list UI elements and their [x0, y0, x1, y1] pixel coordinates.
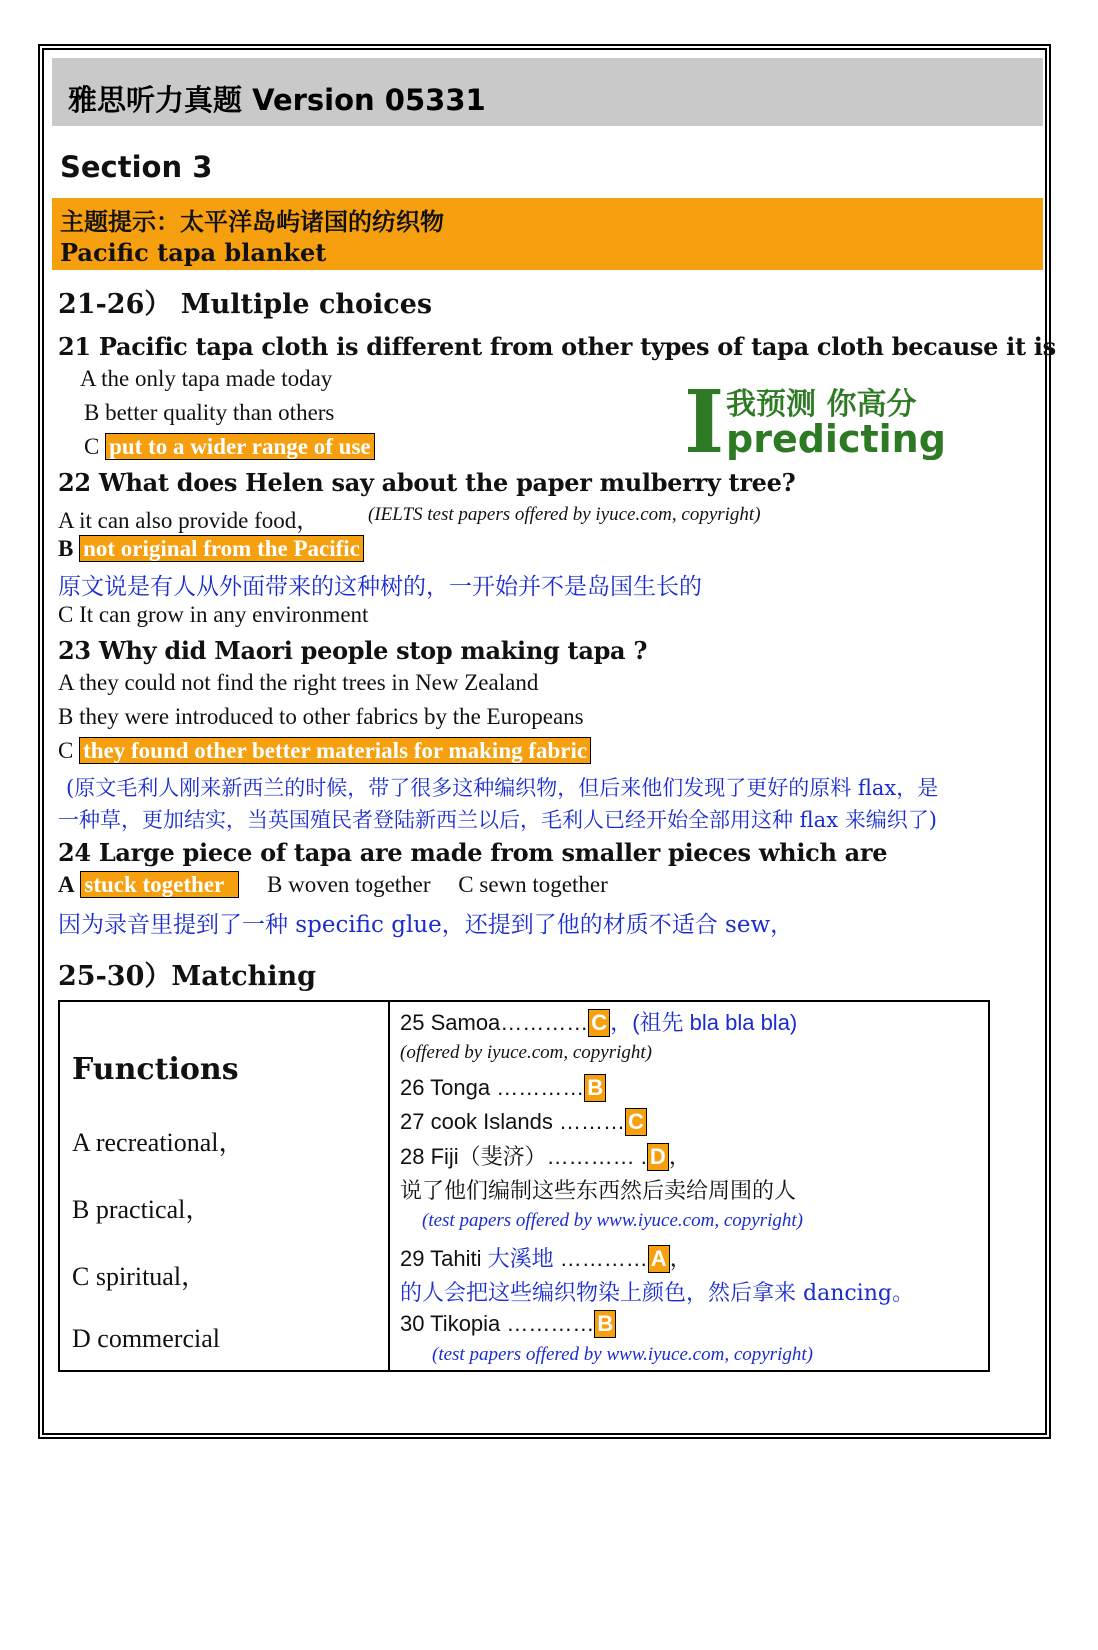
item-26-label: 26 Tonga …………: [400, 1075, 585, 1100]
match-item-29: [400, 1242, 692, 1273]
match-item-30: [400, 1310, 616, 1338]
item-29-comma: ，: [669, 1246, 692, 1271]
q24-options: [58, 872, 608, 898]
q23-option-c: [58, 738, 591, 764]
q21-option-b: B better quality than others: [84, 400, 335, 425]
item-28-explanation: 说了他们编制这些东西然后卖给周围的人: [400, 1179, 797, 1204]
q22-explanation: 原文说是有人从外面带来的这种树的，一开始并不是岛国生长的: [58, 574, 702, 600]
topic-chinese: 主题提示：太平洋岛屿诸国的纺织物: [60, 208, 444, 236]
logo-chinese: 我预测 你高分: [726, 387, 917, 422]
q21-option-c: [84, 434, 375, 460]
q24-answer-highlight: stuck together: [80, 871, 239, 898]
item-28-answer: D: [647, 1143, 669, 1171]
title-bar: [52, 58, 1043, 126]
item-29-dots: …………: [553, 1246, 648, 1271]
item-28-comma: ，: [668, 1144, 691, 1169]
q22-option-b: [58, 536, 364, 562]
item-29-explanation: 的人会把这些编织物染上颜色，然后拿来 dancing。: [400, 1281, 914, 1306]
question-22: 22 What does Helen say about the paper mulberry tree?: [58, 468, 796, 497]
multiple-choice-heading: 21-26） Multiple choices: [58, 289, 433, 320]
item-27-answer: C: [625, 1108, 647, 1136]
copyright-note-2: (offered by iyuce.com, copyright): [400, 1042, 653, 1063]
q23-c-prefix: C: [58, 738, 74, 763]
item-29-place: 大溪地: [487, 1246, 554, 1271]
q22-option-a: A it can also provide food，: [58, 508, 320, 533]
q24-option-c: C sewn together: [458, 872, 608, 897]
question-21: 21 Pacific tapa cloth is different from other types of tapa cloth because it is: [58, 332, 1056, 361]
match-item-26: [400, 1074, 606, 1102]
q24-explanation: 因为录音里提到了一种 specific glue，还提到了他的材质不适合 sew，: [58, 912, 794, 938]
q23-explanation-line1: (原文毛利人刚来新西兰的时候，带了很多这种编织物，但后来他们发现了更好的原料 flax，是: [66, 776, 939, 800]
question-24: 24 Large piece of tapa are made from smaller pieces which are: [58, 838, 888, 867]
item-25-note: ，(祖先 bla bla bla): [610, 1010, 798, 1035]
q21-answer-highlight: put to a wider range of use: [105, 433, 375, 460]
page-title: 雅思听力真题 Version 05331: [68, 83, 486, 117]
matching-heading: 25-30）Matching: [58, 961, 317, 992]
q23-option-b: B they were introduced to other fabrics by the Europeans: [58, 704, 584, 729]
match-item-25: [400, 1006, 797, 1037]
function-c: C spiritual，: [72, 1262, 208, 1291]
match-item-28: [400, 1140, 691, 1171]
copyright-note-4: (test papers offered by www.iyuce.com, copyright): [432, 1344, 813, 1365]
q22-answer-highlight: not original from the Pacific: [79, 535, 364, 562]
q23-answer-highlight: they found other better materials for making fabric: [79, 737, 591, 764]
function-a: A recreational，: [72, 1128, 245, 1157]
item-25-answer: C: [588, 1009, 610, 1037]
q23-explanation-line2: 一种草，更加结实，当英国殖民者登陆新西兰以后，毛利人已经开始全部用这种 flax 来编织了): [58, 808, 937, 832]
item-29-label: 29 Tahiti: [400, 1246, 488, 1271]
logo-graphic: [684, 370, 944, 460]
q22-b-prefix: B: [58, 536, 74, 561]
q23-option-a: A they could not find the right trees in New Zealand: [58, 670, 539, 695]
item-29-answer: A: [648, 1245, 670, 1273]
match-item-27: [400, 1108, 647, 1136]
copyright-note-1: (IELTS test papers offered by iyuce.com, copyright): [368, 504, 761, 525]
q21-c-prefix: C: [84, 434, 100, 459]
page-frame: [38, 44, 1056, 1439]
copyright-note-3: (test papers offered by www.iyuce.com, copyright): [422, 1210, 803, 1231]
matching-table: [58, 1000, 990, 1372]
q22-option-c: C It can grow in any environment: [58, 602, 369, 627]
table-divider: [388, 1002, 390, 1370]
function-d: D commercial: [72, 1324, 220, 1353]
item-27-label: 27 cook Islands ………: [400, 1109, 625, 1134]
section-heading: Section 3: [60, 150, 213, 184]
item-26-answer: B: [584, 1074, 606, 1102]
predicting-logo: [684, 370, 944, 460]
functions-title: Functions: [72, 1052, 239, 1087]
logo-english: predicting: [726, 417, 944, 460]
logo-letter: I: [684, 372, 725, 460]
topic-banner: [52, 198, 1043, 270]
question-23: 23 Why did Maori people stop making tapa ?: [58, 636, 648, 665]
item-28-label: 28 Fiji（斐济）………… .: [400, 1144, 647, 1169]
q21-option-a: A the only tapa made today: [80, 366, 333, 391]
q24-option-b: B woven together: [267, 872, 431, 897]
function-b: B practical，: [72, 1195, 212, 1224]
item-30-answer: B: [594, 1310, 616, 1338]
item-30-label: 30 Tikopia …………: [400, 1311, 595, 1336]
topic-english: Pacific tapa blanket: [60, 238, 327, 267]
item-25-label: 25 Samoa…………: [400, 1010, 589, 1035]
q24-a-prefix: A: [58, 872, 75, 897]
